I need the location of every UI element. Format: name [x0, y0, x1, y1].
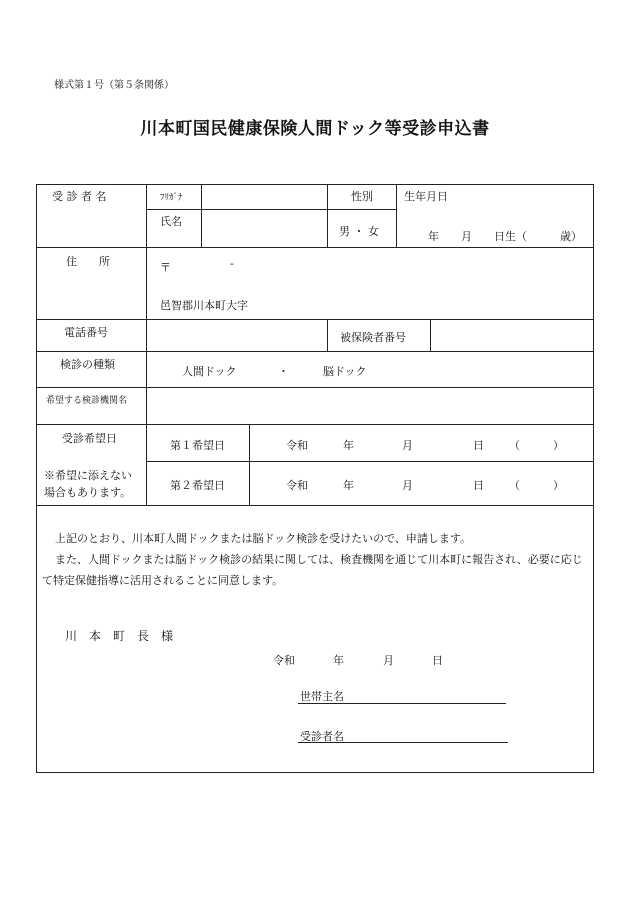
form-number: 様式第１号（第５条関係） [54, 80, 174, 91]
household-head-signature-line[interactable] [298, 703, 506, 704]
date-day: 日 [432, 654, 443, 667]
furigana-label: ﾌﾘｶﾞﾅ [160, 193, 183, 203]
first-choice-era: 令和 [286, 439, 308, 452]
date-era: 令和 [273, 654, 295, 667]
declaration-paragraph-2: また、人間ドックまたは脳ドック検診の結果に関しては、検査機関を通じて川本町に報告され、必要に応じて特定保健指導に活用されることに同意します。 [42, 553, 583, 587]
institution-label: 希望する検診機関名 [46, 396, 128, 406]
first-choice-month: 月 [402, 439, 413, 452]
exam-option-separator: ・ [278, 365, 289, 378]
birthdate-format: 年 月 日生（ 歳） [428, 230, 582, 243]
declaration-paragraph-1: 上記のとおり、川本町人間ドックまたは脳ドック検診を受けたいので、申請します。 [55, 532, 472, 545]
household-head-label: 世帯主名 [300, 690, 344, 703]
preferred-dates-note: ※希望に添えない場合もあります。 [44, 469, 132, 499]
name-label: 氏名 [160, 215, 182, 228]
applicant-label: 受 診 者 名 [52, 190, 107, 203]
address-prefix: 邑智郡川本町大字 [160, 299, 248, 312]
postal-mark: 〒 [160, 261, 171, 274]
date-year: 年 [333, 654, 344, 667]
second-choice-weekday: （ ） [509, 479, 564, 492]
first-choice-label: 第１希望日 [170, 439, 225, 452]
exam-option-brain-dock[interactable]: 脳ドック [323, 365, 367, 378]
second-choice-label: 第２希望日 [170, 479, 225, 492]
gender-options[interactable]: 男 ・ 女 [339, 225, 379, 238]
first-choice-day: 日 [473, 439, 484, 452]
address-label: 住 所 [66, 255, 110, 268]
date-month: 月 [383, 654, 394, 667]
first-choice-year: 年 [343, 439, 354, 452]
page-title: 川本町国民健康保険人間ドック等受診申込書 [140, 119, 490, 139]
exam-option-ningen-dock[interactable]: 人間ドック [182, 365, 237, 378]
examinee-label: 受診者名 [300, 730, 344, 743]
birthdate-label: 生年月日 [404, 190, 448, 203]
postal-dash: - [230, 257, 234, 270]
preferred-dates-label: 受診希望日 [62, 432, 117, 445]
second-choice-era: 令和 [286, 479, 308, 492]
second-choice-day: 日 [473, 479, 484, 492]
phone-label: 電話番号 [64, 326, 108, 339]
gender-label: 性別 [351, 190, 373, 203]
second-choice-month: 月 [402, 479, 413, 492]
examinee-signature-line[interactable] [298, 742, 508, 743]
first-choice-weekday: （ ） [509, 439, 564, 452]
addressee: 川 本 町 長 様 [65, 629, 174, 643]
second-choice-year: 年 [343, 479, 354, 492]
exam-type-label: 検診の種類 [60, 358, 115, 371]
insured-number-label: 被保険者番号 [340, 331, 406, 344]
